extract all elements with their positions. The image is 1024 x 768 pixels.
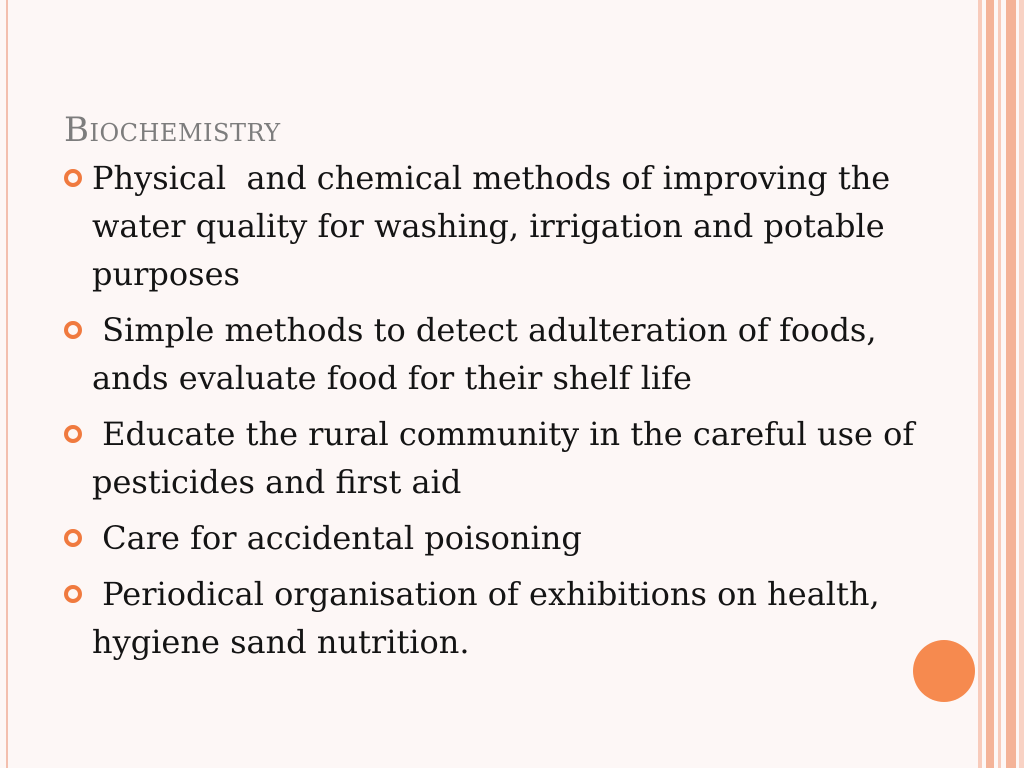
bullet-text: Physical and chemical methods of improving the water quality for washing, irrigation and potable purposes bbox=[92, 159, 901, 293]
right-border-stripe bbox=[986, 0, 994, 768]
ring-bullet-icon bbox=[64, 169, 82, 187]
bullet-item bbox=[62, 154, 942, 298]
bullet-item bbox=[62, 514, 942, 562]
right-border-stripe bbox=[1019, 0, 1024, 768]
ring-bullet-icon bbox=[64, 585, 82, 603]
right-border-stripe bbox=[1006, 0, 1016, 768]
bullet-text: Care for accidental poisoning bbox=[92, 519, 582, 557]
bullet-list bbox=[62, 154, 942, 674]
right-border-stripe bbox=[998, 0, 1001, 768]
bullet-text: Simple methods to detect adulteration of foods, ands evaluate food for their shelf life bbox=[92, 311, 887, 397]
ring-bullet-icon bbox=[64, 529, 82, 547]
left-border-line bbox=[6, 0, 8, 768]
slide-title: Biochemistry bbox=[64, 110, 281, 150]
decorative-circle bbox=[913, 640, 975, 702]
right-border-stripe bbox=[978, 0, 982, 768]
bullet-text: Periodical organisation of exhibitions on health, hygiene sand nutrition. bbox=[92, 575, 890, 661]
ring-bullet-icon bbox=[64, 321, 82, 339]
bullet-item bbox=[62, 570, 942, 666]
bullet-item bbox=[62, 410, 942, 506]
bullet-item bbox=[62, 306, 942, 402]
bullet-text: Educate the rural community in the careful use of pesticides and first aid bbox=[92, 415, 925, 501]
ring-bullet-icon bbox=[64, 425, 82, 443]
